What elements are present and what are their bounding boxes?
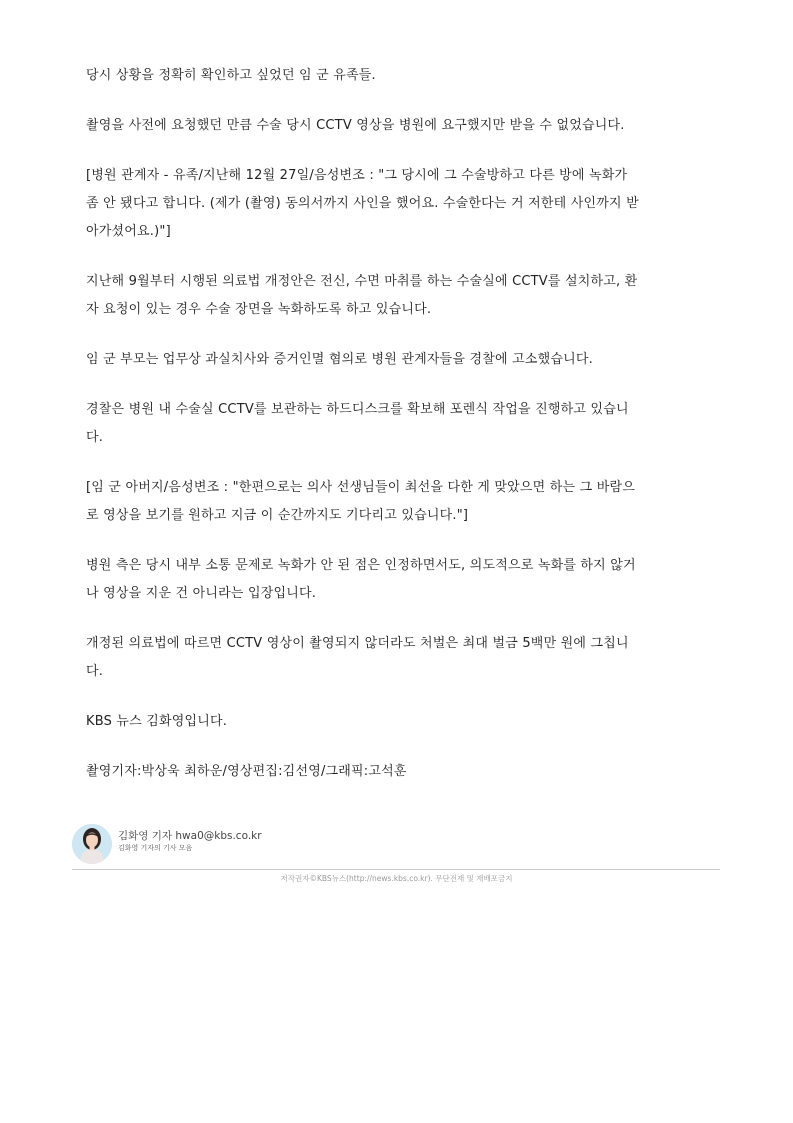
- paragraph-line: 경찰은 병원 내 수술실 CCTV를 보관하는 하드디스크를 확보해 포렌식 작업을 진행하고 있습니: [86, 402, 629, 417]
- paragraph-line: 당시 상황을 정확히 확인하고 싶었던 임 군 유족들.: [86, 68, 376, 83]
- article-paragraph: [86, 346, 726, 374]
- paragraph-line: 지난해 9월부터 시행된 의료법 개정안은 전신, 수면 마취를 하는 수술실에 CCTV를 설치하고, 환: [86, 274, 638, 289]
- article-paragraph: [86, 630, 726, 686]
- article-paragraph: [86, 396, 726, 452]
- paragraph-line: 임 군 부모는 업무상 과실치사와 증거인멸 혐의로 병원 관계자들을 경찰에 고소했습니다.: [86, 352, 593, 367]
- paragraph-line: KBS 뉴스 김화영입니다.: [86, 714, 228, 729]
- reporter-articles-link[interactable]: 김화영 기자의 기사 모음: [118, 844, 193, 852]
- quote-paragraph: [86, 162, 726, 246]
- reporter-photo[interactable]: [72, 824, 112, 864]
- footer-divider: [72, 869, 720, 870]
- article-paragraph: [86, 552, 726, 608]
- paragraph-line: 촬영기자:박상욱 최하운/영상편집:김선영/그래픽:고석훈: [86, 764, 407, 779]
- paragraph-line: 아가셨어요.)"]: [86, 224, 171, 239]
- paragraph-line: 다.: [86, 430, 104, 445]
- credits: [86, 758, 726, 786]
- article-paragraph: [86, 62, 726, 90]
- person-icon: [72, 824, 112, 864]
- reporter-name-email[interactable]: 김화영 기자 hwa0@kbs.co.kr: [118, 830, 262, 842]
- quote-paragraph: [86, 474, 726, 530]
- paragraph-line: [임 군 아버지/음성변조 : "한편으로는 의사 선생님들이 최선을 다한 게 맞았으면 하는 그 바람으: [86, 480, 635, 495]
- paragraph-line: [병원 관계자 - 유족/지난해 12월 27일/음성변조 : "그 당시에 그 수술방하고 다른 방에 녹화가: [86, 168, 628, 183]
- paragraph-line: 개정된 의료법에 따르면 CCTV 영상이 촬영되지 않더라도 처벌은 최대 벌금 5백만 원에 그칩니: [86, 636, 629, 651]
- copyright-notice: 저작권자©KBS뉴스(http://news.kbs.co.kr). 무단전재 및 재배포금지: [280, 874, 513, 883]
- article-paragraph: [86, 112, 726, 140]
- paragraph-line: 촬영을 사전에 요청했던 만큼 수술 당시 CCTV 영상을 병원에 요구했지만 받을 수 없었습니다.: [86, 118, 625, 133]
- paragraph-line: 자 요청이 있는 경우 수술 장면을 녹화하도록 하고 있습니다.: [86, 302, 432, 317]
- article-body: [86, 62, 726, 808]
- article-paragraph: [86, 268, 726, 324]
- sign-off: [86, 708, 726, 736]
- paragraph-line: 좀 안 됐다고 합니다. (제가 (촬영) 동의서까지 사인을 했어요. 수술한다는 거 저한테 사인까지 받: [86, 196, 639, 211]
- paragraph-line: 병원 측은 당시 내부 소통 문제로 녹화가 안 된 점은 인정하면서도, 의도적으로 녹화를 하지 않거: [86, 558, 636, 573]
- paragraph-line: 나 영상을 지운 건 아니라는 입장입니다.: [86, 586, 317, 601]
- paragraph-line: 다.: [86, 664, 104, 679]
- paragraph-line: 로 영상을 보기를 원하고 지금 이 순간까지도 기다리고 있습니다."]: [86, 508, 469, 523]
- reporter-byline: [72, 822, 720, 870]
